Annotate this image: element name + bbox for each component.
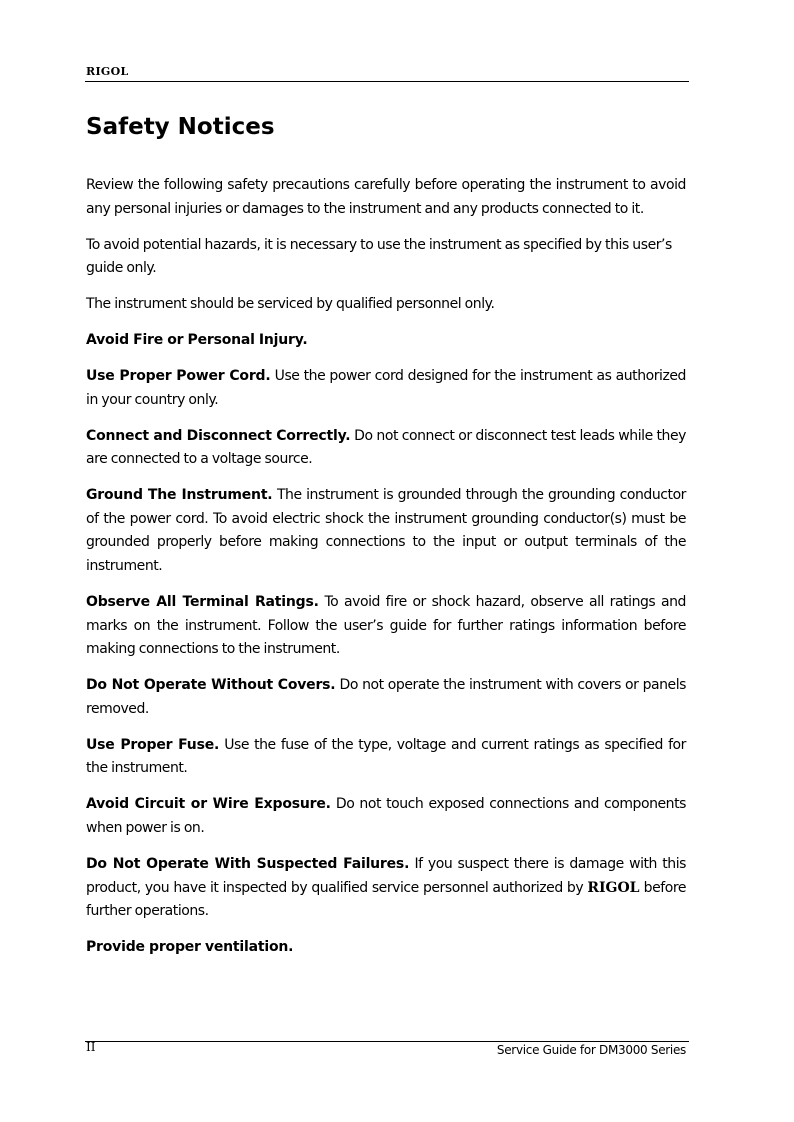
notice-terminal-ratings xyxy=(86,591,686,662)
intro-paragraph: The instrument should be serviced by qualified personnel only. xyxy=(86,296,495,313)
notice-title: Use Proper Power Cord. xyxy=(86,368,271,385)
notice-title: Do Not Operate With Suspected Failures. xyxy=(86,855,410,872)
ventilation-heading-text: Provide proper ventilation. xyxy=(86,939,294,956)
notice-text: Use the power cord designed for the instrument as authorized in your country only. xyxy=(86,368,686,408)
notice-text: Do not operate the instrument with covers or panels removed. xyxy=(86,677,687,717)
footer-document-title: Service Guide for DM3000 Series xyxy=(496,1043,686,1057)
notice-text: The instrument is grounded through the grounding conductor of the power cord. To avoid electric shock the instrument grounding conductor(s) must be grounded properly before making connections to the input or output terminals of the instrument. xyxy=(86,487,686,575)
notice-title: Connect and Disconnect Correctly. xyxy=(86,427,351,444)
notice-power-cord xyxy=(86,365,686,412)
notice-text: If you suspect there is damage with this product, you have it inspected by qualified service personnel authorized by xyxy=(86,855,686,896)
notice-wire-exposure xyxy=(86,793,686,840)
brand-inline-logo: RIGOL xyxy=(587,879,640,896)
document-body xyxy=(86,174,686,972)
notice-suspected-failures xyxy=(86,853,686,924)
header-brand-logo: RIGOL xyxy=(86,65,129,78)
notice-title: Ground The Instrument. xyxy=(86,487,273,504)
notice-title: Avoid Circuit or Wire Exposure. xyxy=(86,796,331,813)
intro-paragraph: To avoid potential hazards, it is necessary to use the instrument as specified by this user’s guide only. xyxy=(86,236,672,277)
notice-title: Do Not Operate Without Covers. xyxy=(86,677,336,694)
notice-covers xyxy=(86,674,686,721)
notice-ground xyxy=(86,484,686,578)
footer-page-number: II xyxy=(86,1040,96,1054)
intro-paragraph: Review the following safety precautions carefully before operating the instrument to avoid any personal injuries or damages to the instrument and any products connected to it. xyxy=(86,177,686,217)
page-title: Safety Notices xyxy=(86,114,275,140)
section-heading-text: Avoid Fire or Personal Injury. xyxy=(86,332,308,349)
footer-divider xyxy=(85,1041,689,1042)
notice-fuse xyxy=(86,734,686,781)
section-heading xyxy=(86,329,686,353)
header-divider xyxy=(85,81,689,82)
notice-connect-disconnect xyxy=(86,425,686,472)
notice-text: Do not connect or disconnect test leads while they are connected to a voltage source. xyxy=(86,427,686,468)
notice-text: Do not touch exposed connections and components when power is on. xyxy=(86,796,686,836)
notice-text: To avoid fire or shock hazard, observe all ratings and marks on the instrument. Follow the user’s guide for further ratings information before making connections to the instrument. xyxy=(86,594,686,658)
notice-title: Use Proper Fuse. xyxy=(86,736,220,753)
notice-text: before further operations. xyxy=(86,879,686,920)
notice-text: Use the fuse of the type, voltage and current ratings as specified for the instrument. xyxy=(86,736,686,777)
ventilation-heading xyxy=(86,936,686,960)
notice-title: Observe All Terminal Ratings. xyxy=(86,594,319,611)
